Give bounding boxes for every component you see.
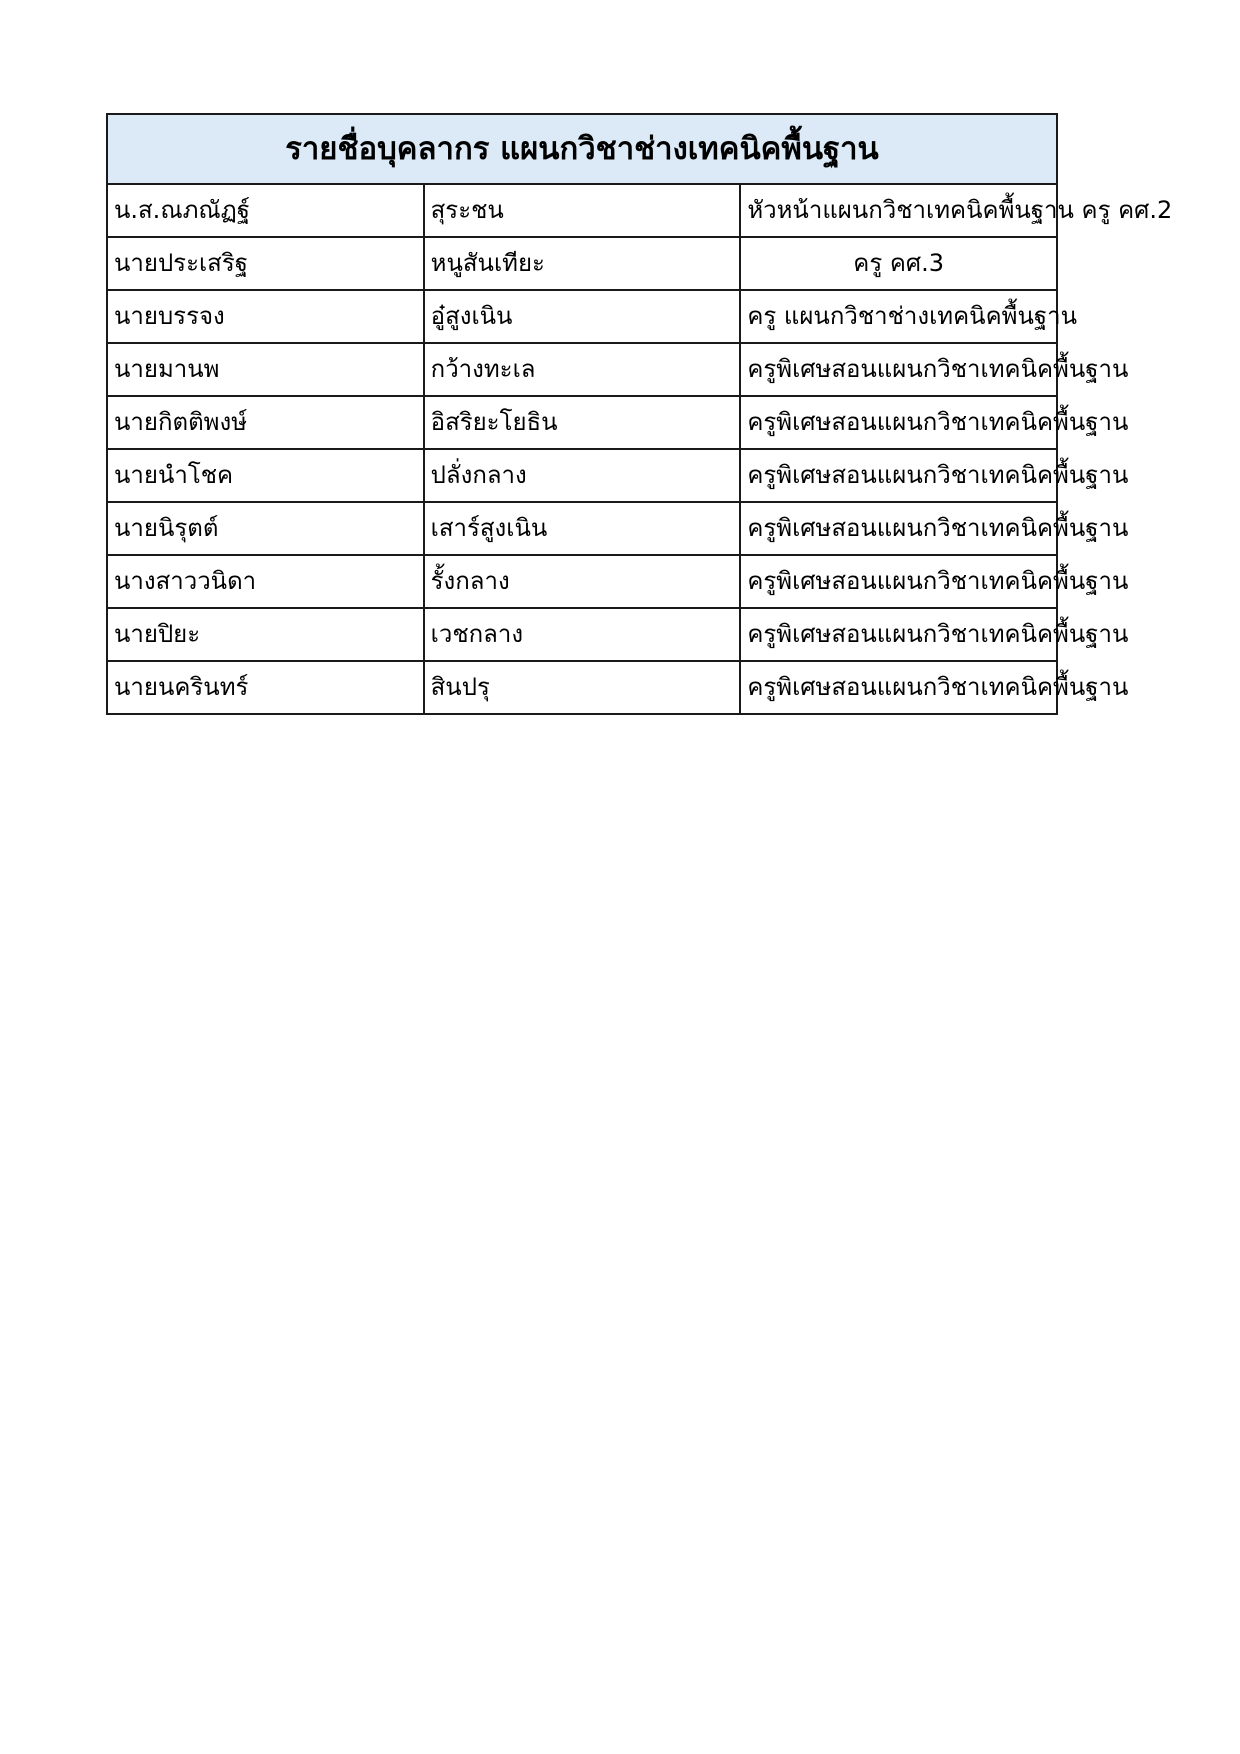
table-row	[107, 396, 1057, 449]
table-row	[107, 449, 1057, 502]
position-cell: หัวหน้าแผนกวิชาเทคนิคพื้นฐาน ครู คศ.2	[740, 184, 1057, 237]
position-cell: ครูพิเศษสอนแผนกวิชาเทคนิคพื้นฐาน	[740, 343, 1057, 396]
last-name-cell: สินปรุ	[424, 661, 741, 714]
table-row	[107, 502, 1057, 555]
first-name-cell: นายนิรุตต์	[107, 502, 424, 555]
last-name-cell: ปลั่งกลาง	[424, 449, 741, 502]
table-row	[107, 608, 1057, 661]
first-name-cell: นายปิยะ	[107, 608, 424, 661]
position-cell: ครูพิเศษสอนแผนกวิชาเทคนิคพื้นฐาน	[740, 608, 1057, 661]
first-name-cell: นายนครินทร์	[107, 661, 424, 714]
first-name-cell: นายกิตติพงษ์	[107, 396, 424, 449]
staff-table	[106, 113, 1173, 715]
table-row	[107, 661, 1057, 714]
first-name-cell: นางสาววนิดา	[107, 555, 424, 608]
last-name-cell: หนูสันเทียะ	[424, 237, 741, 290]
first-name-cell: นายประเสริฐ	[107, 237, 424, 290]
last-name-cell: เสาร์สูงเนิน	[424, 502, 741, 555]
last-name-cell: อู๋สูงเนิน	[424, 290, 741, 343]
position-cell: ครู แผนกวิชาช่างเทคนิคพื้นฐาน	[740, 290, 1057, 343]
position-cell: ครูพิเศษสอนแผนกวิชาเทคนิคพื้นฐาน	[740, 555, 1057, 608]
table-row	[107, 343, 1057, 396]
table-row	[107, 290, 1057, 343]
first-name-cell: นายมานพ	[107, 343, 424, 396]
title-row	[107, 114, 1057, 184]
position-cell: ครูพิเศษสอนแผนกวิชาเทคนิคพื้นฐาน	[740, 502, 1057, 555]
last-name-cell: กว้างทะเล	[424, 343, 741, 396]
table-row	[107, 237, 1057, 290]
position-cell: ครู คศ.3	[740, 237, 1057, 290]
first-name-cell: นายบรรจง	[107, 290, 424, 343]
last-name-cell: อิสริยะโยธิน	[424, 396, 741, 449]
last-name-cell: รั้งกลาง	[424, 555, 741, 608]
position-cell: ครูพิเศษสอนแผนกวิชาเทคนิคพื้นฐาน	[740, 449, 1057, 502]
table-row	[107, 184, 1057, 237]
table-row	[107, 555, 1057, 608]
position-cell: ครูพิเศษสอนแผนกวิชาเทคนิคพื้นฐาน	[740, 661, 1057, 714]
last-name-cell: สุระชน	[424, 184, 741, 237]
position-cell: ครูพิเศษสอนแผนกวิชาเทคนิคพื้นฐาน	[740, 396, 1057, 449]
last-name-cell: เวชกลาง	[424, 608, 741, 661]
table-title: รายชื่อบุคลากร แผนกวิชาช่างเทคนิคพื้นฐาน	[107, 114, 1057, 184]
first-name-cell: น.ส.ณภณัฏฐ์	[107, 184, 424, 237]
first-name-cell: นายนำโชค	[107, 449, 424, 502]
